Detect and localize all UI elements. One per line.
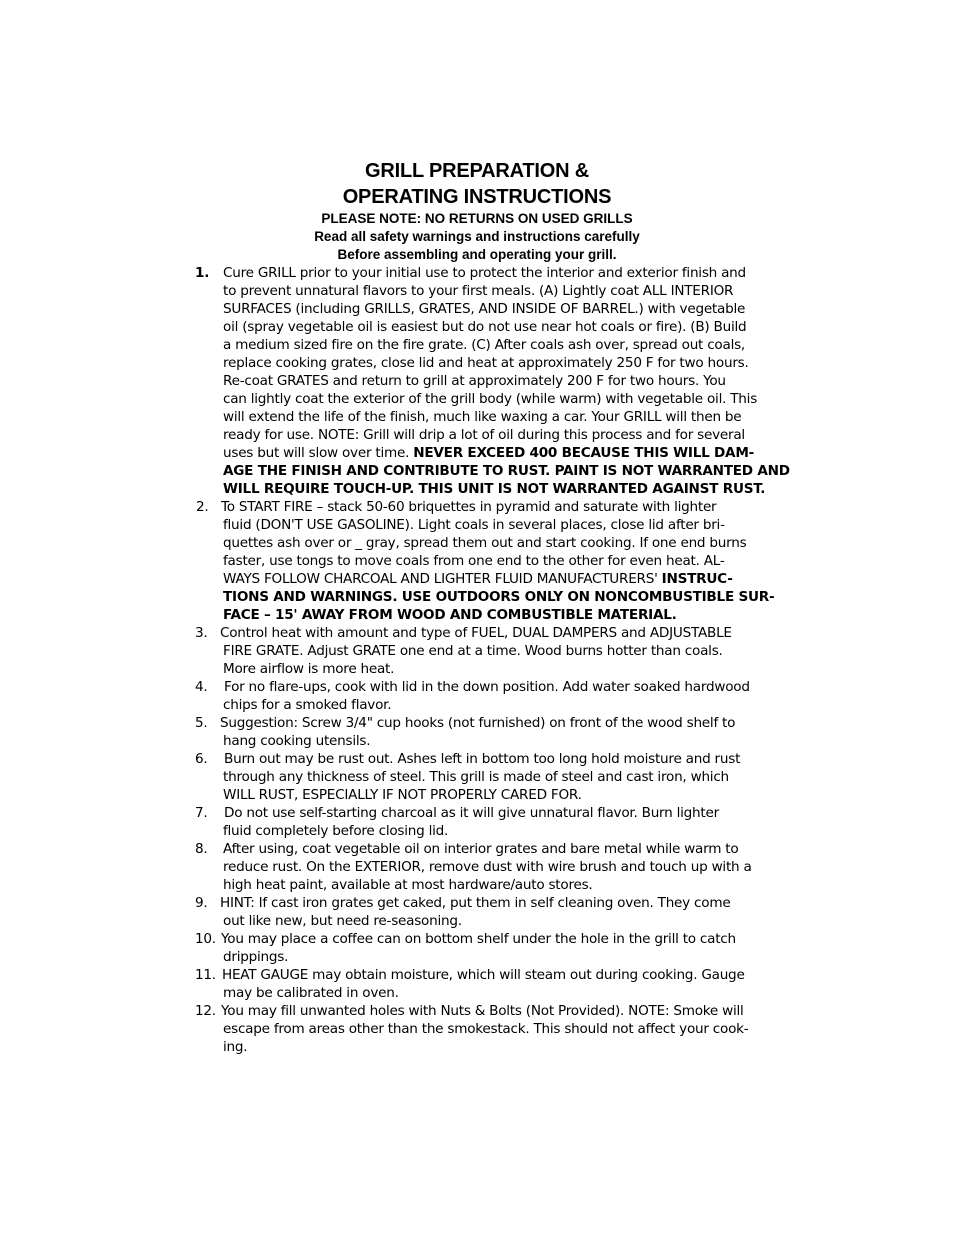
safety-warning-line: Read all safety warnings and instructions carefully — [314, 229, 640, 244]
no-returns-note: PLEASE NOTE: NO RETURNS ON USED GRILLS — [321, 211, 633, 226]
list-item-line — [195, 660, 770, 678]
line-text: chips for a smoked flavor. — [223, 697, 392, 713]
line-text: Do not use self-starting charcoal as it will give unnatural flavor. Burn lighter — [224, 805, 719, 821]
list-item-line — [195, 984, 770, 1002]
line-text: can lightly coat the exterior of the grill body (while warm) with vegetable oil. This — [223, 391, 758, 407]
list-item-line — [195, 516, 770, 534]
line-text: drippings. — [223, 949, 289, 965]
list-item-line — [195, 462, 790, 480]
line-text: fluid (DON'T USE GASOLINE). Light coals in several places, close lid after bri- — [223, 517, 725, 533]
line-text: may be calibrated in oven. — [223, 985, 399, 1001]
list-item-line — [195, 444, 770, 462]
list-item-line — [195, 822, 770, 840]
list-item-line — [195, 948, 770, 966]
list-item-line — [195, 894, 770, 912]
list-item-number: 4. — [195, 679, 208, 695]
list-item-line — [195, 300, 770, 318]
list-item — [195, 264, 790, 498]
list-item-line — [195, 1038, 770, 1056]
list-item-line — [195, 480, 770, 498]
list-item-line — [195, 624, 770, 642]
line-text: high heat paint, available at most hardware/auto stores. — [223, 877, 593, 893]
list-item-line — [195, 732, 770, 750]
list-item-line — [195, 642, 770, 660]
list-item-number: 7. — [195, 805, 208, 821]
list-item — [195, 714, 770, 750]
line-text: a medium sized fire on the fire grate. (C) After coals ash over, spread out coals, — [223, 337, 746, 353]
line-text: You may place a coffee can on bottom shelf under the hole in the grill to catch — [221, 931, 736, 947]
list-item-line — [195, 1002, 770, 1020]
line-text: HEAT GAUGE may obtain moisture, which will steam out during cooking. Gauge — [222, 967, 745, 983]
line-text: escape from areas other than the smokestack. This should not affect your cook- — [223, 1021, 749, 1037]
line-text: More airflow is more heat. — [223, 661, 395, 677]
line-text: Cure GRILL prior to your initial use to protect the interior and exterior finish and — [223, 265, 746, 281]
line-text: Burn out may be rust out. Ashes left in bottom too long hold moisture and rust — [224, 751, 741, 767]
list-item-number: 8. — [195, 841, 208, 857]
list-item — [195, 498, 775, 624]
line-text: Suggestion: Screw 3/4" cup hooks (not furnished) on front of the wood shelf to — [220, 715, 736, 731]
line-bold-text: NEVER EXCEED 400 BECAUSE THIS WILL DAM- — [413, 445, 754, 461]
list-item-line — [195, 840, 770, 858]
list-item — [195, 894, 770, 930]
list-item-line — [195, 336, 770, 354]
list-item-line — [195, 534, 770, 552]
line-bold-text: INSTRUC- — [661, 571, 733, 587]
line-text: oil (spray vegetable oil is easiest but do not use near hot coals or fire). (B) Build — [223, 319, 747, 335]
line-text: out like new, but need re-seasoning. — [223, 913, 462, 929]
page-title-line-1: GRILL PREPARATION & — [365, 160, 589, 182]
list-item — [195, 840, 770, 894]
line-text: reduce rust. On the EXTERIOR, remove dust with wire brush and touch up with a — [223, 859, 752, 875]
line-text: hang cooking utensils. — [223, 733, 371, 749]
list-item-line — [195, 282, 770, 300]
list-item-line — [195, 498, 770, 516]
list-item — [195, 678, 770, 714]
list-item-number: 6. — [195, 751, 208, 767]
list-item-line — [195, 966, 770, 984]
list-item — [195, 624, 770, 678]
line-text: uses but will slow over time. — [223, 445, 414, 461]
list-item-line — [195, 750, 770, 768]
line-text: to prevent unnatural flavors to your first meals. (A) Lightly coat ALL INTERIOR — [223, 283, 734, 299]
list-item-number: 11. — [195, 967, 216, 983]
line-text: ing. — [223, 1039, 248, 1055]
list-item — [195, 930, 770, 966]
list-item-line — [195, 354, 770, 372]
line-text: FIRE GRATE. Adjust GRATE one end at a time. Wood burns hotter than coals. — [223, 643, 723, 659]
list-item-number: 5. — [195, 715, 208, 731]
list-item-line — [195, 390, 770, 408]
line-text: fluid completely before closing lid. — [223, 823, 449, 839]
list-item — [195, 966, 770, 1002]
list-item-number: 2. — [196, 499, 209, 515]
list-item-line — [195, 912, 770, 930]
line-bold-text: FACE – 15' AWAY FROM WOOD AND COMBUSTIBLE MATERIAL. — [223, 607, 677, 623]
list-item-line — [195, 588, 775, 606]
list-item-line — [195, 804, 770, 822]
line-text: ready for use. NOTE: Grill will drip a lot of oil during this process and for several — [223, 427, 745, 443]
line-text: SURFACES (including GRILLS, GRATES, AND INSIDE OF BARREL.) with vegetable — [223, 301, 746, 317]
list-item-line — [195, 876, 770, 894]
list-item-line — [195, 714, 770, 732]
list-item-line — [195, 426, 770, 444]
line-text: You may fill unwanted holes with Nuts & Bolts (Not Provided). NOTE: Smoke will — [221, 1003, 744, 1019]
line-text: After using, coat vegetable oil on interior grates and bare metal while warm to — [223, 841, 739, 857]
list-item-number: 1. — [195, 265, 210, 281]
list-item-line — [195, 408, 770, 426]
list-item-line — [195, 606, 770, 624]
list-item — [195, 750, 770, 804]
line-text: faster, use tongs to move coals from one end to the other for even heat. AL- — [223, 553, 725, 569]
list-item-line — [195, 552, 770, 570]
list-item-line — [195, 696, 770, 714]
list-item-line — [195, 858, 770, 876]
list-item-line — [195, 1020, 770, 1038]
line-text: For no flare-ups, cook with lid in the down position. Add water soaked hardwood — [224, 679, 750, 695]
list-item-line — [195, 786, 770, 804]
list-item-number: 3. — [195, 625, 208, 641]
line-text: To START FIRE – stack 50-60 briquettes in pyramid and saturate with lighter — [221, 499, 717, 515]
list-item-number: 10. — [195, 931, 216, 947]
line-text: quettes ash over or _ gray, spread them out and start cooking. If one end burns — [223, 535, 747, 551]
line-text: Control heat with amount and type of FUEL, DUAL DAMPERS and ADJUSTABLE — [220, 625, 732, 641]
list-item-line — [195, 372, 770, 390]
list-item-line — [195, 768, 770, 786]
assembly-warning-line: Before assembling and operating your grill. — [337, 247, 617, 262]
list-item-line — [195, 318, 770, 336]
line-bold-text: TIONS AND WARNINGS. USE OUTDOORS ONLY ON NONCOMBUSTIBLE SUR- — [223, 589, 775, 605]
list-item-line — [195, 930, 770, 948]
line-text: Re-coat GRATES and return to grill at approximately 200 F for two hours. You — [223, 373, 726, 389]
line-bold-text: AGE THE FINISH AND CONTRIBUTE TO RUST. PAINT IS NOT WARRANTED AND — [223, 463, 790, 479]
list-item-line — [195, 678, 770, 696]
line-text: will extend the life of the finish, much like waxing a car. Your GRILL will then be — [223, 409, 742, 425]
list-item-line — [195, 570, 770, 588]
line-text: WILL RUST, ESPECIALLY IF NOT PROPERLY CARED FOR. — [223, 787, 582, 803]
instruction-list — [195, 264, 790, 1056]
line-bold-text: WILL REQUIRE TOUCH-UP. THIS UNIT IS NOT WARRANTED AGAINST RUST. — [223, 481, 766, 497]
page-title-line-2: OPERATING INSTRUCTIONS — [342, 186, 612, 208]
list-item — [195, 804, 770, 840]
line-text: WAYS FOLLOW CHARCOAL AND LIGHTER FLUID MANUFACTURERS' — [223, 571, 662, 587]
list-item-number: 12. — [195, 1003, 216, 1019]
list-item — [195, 1002, 770, 1056]
line-text: through any thickness of steel. This grill is made of steel and cast iron, which — [223, 769, 729, 785]
line-text: HINT: If cast iron grates get caked, put them in self cleaning oven. They come — [220, 895, 731, 911]
line-text: replace cooking grates, close lid and heat at approximately 250 F for two hours. — [223, 355, 749, 371]
list-item-line — [195, 264, 770, 282]
list-item-number: 9. — [195, 895, 208, 911]
